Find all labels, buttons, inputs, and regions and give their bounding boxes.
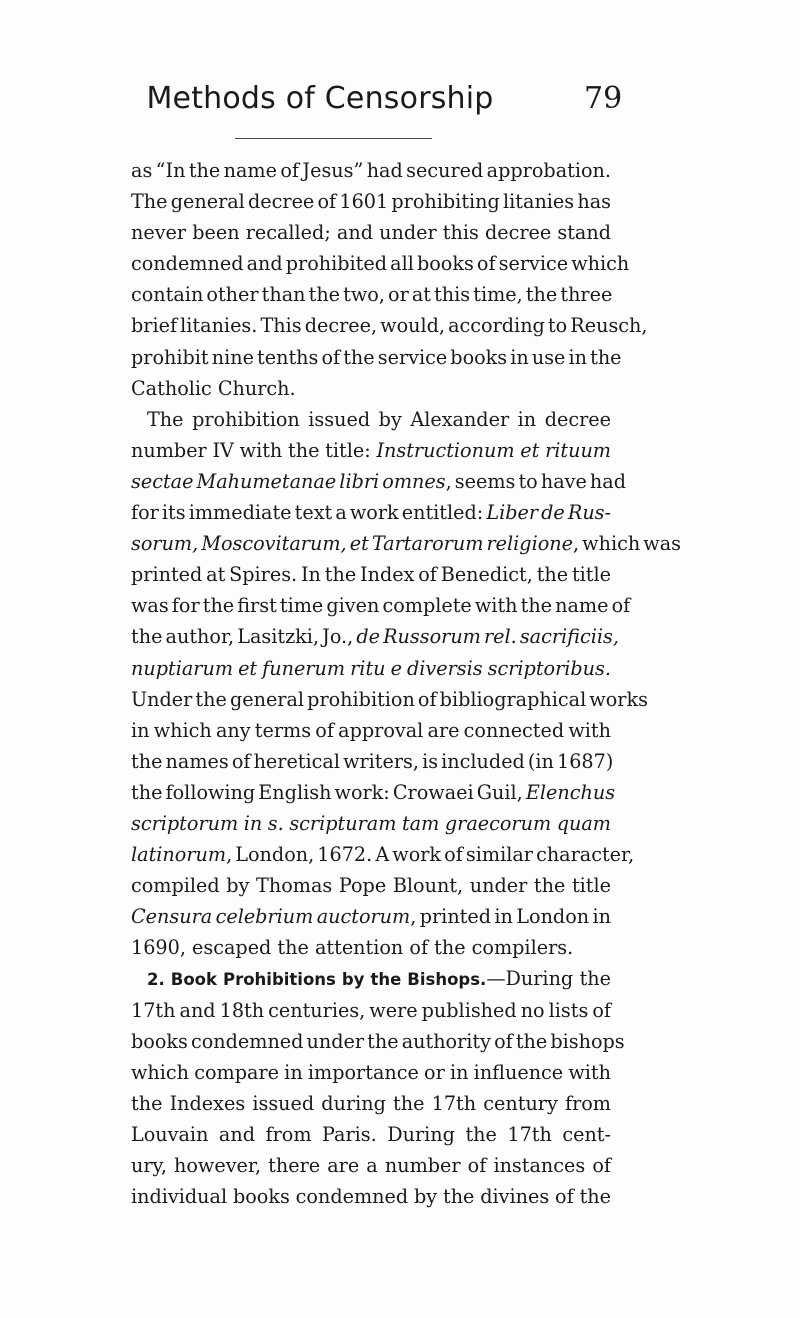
text-line: Under the general prohibition of bibliographical works	[131, 687, 648, 711]
text-line: The general decree of 1601 prohibiting litanies has	[131, 190, 611, 214]
text-line: was for the first time given complete with the name of	[131, 594, 631, 618]
text-line: prohibit nine tenths of the service books in use in the	[131, 345, 622, 369]
text-line: as “In the name of Jesus” had secured approbation.	[131, 159, 611, 182]
text-line: books condemned under the authority of the bishops	[131, 1029, 625, 1053]
running-title: Methods of Censorship	[146, 81, 494, 116]
text-line: Louvain and from Paris. During the 17th cent-	[131, 1122, 611, 1146]
text-line: Censura celebrium auctorum, printed in London in	[131, 905, 611, 929]
text-line: latinorum, London, 1672. A work of similar character,	[131, 843, 635, 867]
text-line: in which any terms of approval are connected with	[131, 718, 611, 742]
text-line: brief litanies. This decree, would, according to Reusch,	[131, 314, 648, 338]
text-line: sectae Mahumetanae libri omnes, seems to have had	[131, 469, 627, 493]
page-header	[0, 76, 800, 122]
text-line: 17th and 18th centuries, were published no lists of	[131, 998, 611, 1022]
text-line: 1690, escaped the attention of the compilers.	[131, 936, 574, 960]
text-line: individual books condemned by the divines of the	[131, 1185, 611, 1209]
text-line: contain other than the two, or at this time, the three	[131, 283, 613, 307]
text-line: the Indexes issued during the 17th century from	[131, 1091, 611, 1115]
text-line: compiled by Thomas Pope Blount, under the title	[131, 874, 611, 898]
text-line: for its immediate text a work entitled: Liber de Rus-	[131, 501, 612, 525]
body-text	[131, 155, 682, 1212]
text-line: sorum, Moscovitarum, et Tartarorum religione, which was	[131, 532, 682, 556]
header-rule	[235, 138, 432, 139]
text-line: scriptorum in s. scripturam tam graecorum quam	[131, 811, 611, 835]
text-line: condemned and prohibited all books of service which	[131, 252, 630, 276]
text-line: The prohibition issued by Alexander in decree	[147, 407, 611, 431]
text-line: Catholic Church.	[131, 376, 296, 400]
text-line: printed at Spires. In the Index of Benedict, the title	[131, 563, 611, 587]
section-heading-line: 2. Book Prohibitions by the Bishops.—During the	[147, 967, 611, 991]
text-line: the names of heretical writers, is included (in 1687)	[131, 749, 614, 773]
text-line: nuptiarum et funerum ritu e diversis scriptoribus.	[131, 656, 611, 680]
page-number: 79	[584, 81, 623, 116]
text-line: ury, however, there are a number of instances of	[131, 1154, 611, 1177]
text-line: number IV with the title: Instructionum et rituum	[131, 438, 611, 462]
text-line: never been recalled; and under this decree stand	[131, 221, 611, 245]
text-line: the author, Lasitzki, Jo., de Russorum rel. sacrificiis,	[131, 625, 619, 649]
text-line: which compare in importance or in influence with	[131, 1060, 611, 1084]
text-line: the following English work: Crowaei Guil, Elenchus	[131, 780, 616, 804]
